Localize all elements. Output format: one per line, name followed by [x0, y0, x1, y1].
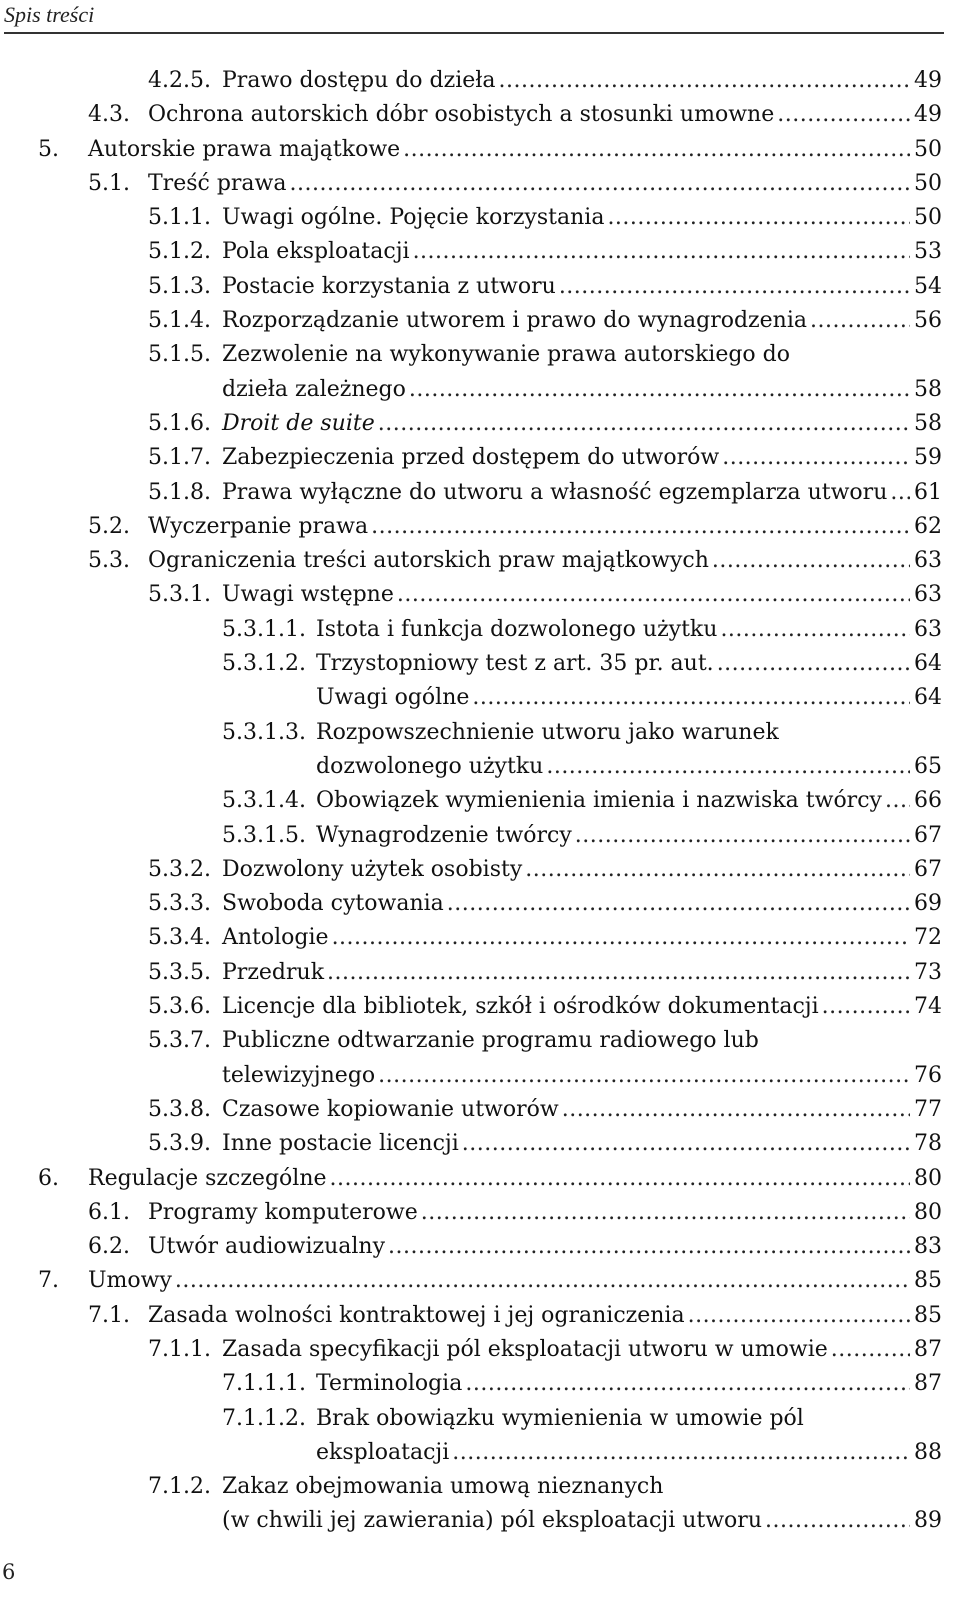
toc-entry-title: Wyczerpanie prawa [148, 513, 369, 539]
toc-entry[interactable] [0, 373, 960, 407]
toc-entry-title: Istota i funkcja dozwolonego użytku [316, 616, 718, 642]
toc-entry-number: 5.3.1.1. [222, 616, 306, 642]
toc-entry-title: Zezwolenie na wykonywanie prawa autorskiego do [222, 342, 790, 368]
toc-entry-line [316, 716, 942, 750]
toc-entry-page: 72 [914, 925, 942, 951]
toc-entry-page: 69 [914, 891, 942, 917]
toc-entry[interactable] [0, 1470, 960, 1504]
toc-entry[interactable] [0, 1230, 960, 1264]
toc-entry-line [222, 373, 942, 407]
header-rule [4, 32, 944, 34]
dot-leader [607, 201, 910, 235]
toc-entry-title: Rozpowszechnienie utworu jako warunek [316, 719, 779, 745]
toc-entry-number: 5.1.7. [148, 445, 211, 471]
toc-entry[interactable] [0, 1024, 960, 1058]
toc-entry-page: 49 [914, 102, 942, 128]
toc-entry-number: 5.3.1. [148, 582, 211, 608]
toc-entry-title: Antologie [222, 925, 329, 951]
toc-entry-line [222, 1024, 942, 1058]
toc-entry-page: 85 [914, 1268, 942, 1294]
toc-entry-number: 5.3.1.4. [222, 788, 306, 814]
table-of-contents [0, 64, 960, 1539]
dot-leader [688, 1299, 910, 1333]
dot-leader [388, 1230, 910, 1264]
toc-entry-title: Rozporządzanie utworem i prawo do wynagrodzenia [222, 308, 807, 334]
toc-entry[interactable] [0, 407, 960, 441]
toc-entry[interactable] [0, 1127, 960, 1161]
dot-leader [330, 1162, 910, 1196]
toc-entry-page: 61 [914, 479, 942, 505]
toc-entry-page: 49 [914, 68, 942, 93]
toc-entry-line [222, 407, 942, 441]
toc-entry-line [148, 544, 942, 578]
toc-entry-page: 80 [914, 1199, 942, 1225]
toc-entry-number: 5.3.4. [148, 925, 211, 951]
toc-entry-title: dzieła zależnego [222, 376, 406, 402]
dot-leader [525, 853, 910, 887]
toc-entry-line [148, 1299, 942, 1333]
toc-entry-number: 5.3.8. [148, 1096, 211, 1122]
toc-entry-number: 5.1.8. [148, 479, 211, 505]
dot-leader [722, 441, 910, 475]
toc-entry-line [316, 681, 942, 715]
toc-entry[interactable] [0, 544, 960, 578]
toc-entry-title: Ochrona autorskich dóbr osobistych a stosunki umowne [148, 102, 775, 128]
toc-entry-number: 4.3. [88, 102, 130, 128]
toc-entry-line [148, 98, 942, 132]
toc-entry-title: Umowy [88, 1268, 172, 1294]
toc-entry[interactable] [0, 853, 960, 887]
toc-entry-number: 5.3.9. [148, 1131, 211, 1157]
toc-entry-line [222, 64, 942, 98]
toc-entry-title: Ograniczenia treści autorskich praw majątkowych [148, 548, 709, 574]
toc-entry-title: Brak obowiązku wymienienia w umowie pól [316, 1405, 804, 1431]
toc-entry-page: 77 [914, 1096, 942, 1122]
toc-entry-title: (w chwili jej zawierania) pól eksploatacji utworu [222, 1508, 762, 1534]
toc-entry-page: 50 [914, 136, 942, 162]
toc-entry-title: Uwagi wstępne [222, 582, 394, 608]
toc-entry-title: Trzystopniowy test z art. 35 pr. aut. [316, 651, 714, 677]
toc-entry-number: 7.1.1.2. [222, 1405, 306, 1431]
toc-entry-title: Dozwolony użytek osobisty [222, 856, 523, 882]
toc-entry-line [148, 510, 942, 544]
toc-entry[interactable] [0, 133, 960, 167]
toc-entry-line [222, 853, 942, 887]
toc-entry-page: 64 [914, 651, 942, 677]
toc-entry-title: Swoboda cytowania [222, 891, 444, 917]
toc-entry[interactable] [0, 990, 960, 1024]
toc-entry-title: Autorskie prawa majątkowe [88, 136, 401, 162]
toc-entry-page: 89 [914, 1508, 942, 1534]
toc-entry-line [222, 990, 942, 1024]
toc-entry-page: 59 [914, 445, 942, 471]
toc-entry-line [148, 1230, 942, 1264]
toc-entry[interactable] [0, 750, 960, 784]
toc-entry-title: Inne postacie licencji [222, 1131, 459, 1157]
toc-entry-title: Uwagi ogólne [316, 685, 470, 711]
toc-entry-line [222, 1059, 942, 1093]
toc-entry[interactable] [0, 921, 960, 955]
toc-entry[interactable] [0, 1436, 960, 1470]
toc-entry-title: Postacie korzystania z utworu [222, 273, 556, 299]
toc-entry-number: 5.3.1.3. [222, 719, 306, 745]
toc-entry-line [222, 235, 942, 269]
dot-leader [562, 1093, 910, 1127]
toc-entry-title: Prawo dostępu do dzieła [222, 68, 496, 93]
toc-entry[interactable] [0, 510, 960, 544]
toc-entry-title: Terminologia [316, 1371, 463, 1397]
dot-leader [559, 270, 910, 304]
toc-entry-page: 73 [914, 959, 942, 985]
toc-entry[interactable] [0, 304, 960, 338]
toc-entry-page: 50 [914, 205, 942, 231]
running-header-title: Spis treści [4, 2, 95, 27]
toc-entry-page: 76 [914, 1062, 942, 1088]
dot-leader [499, 64, 910, 98]
toc-entry-title: Licencje dla bibliotek, szkół i ośrodków dokumentacji [222, 994, 819, 1020]
toc-entry-number: 5. [38, 136, 59, 162]
toc-entry-line [222, 887, 942, 921]
toc-entry-page: 63 [914, 548, 942, 574]
toc-entry-title: Uwagi ogólne. Pojęcie korzystania [222, 205, 605, 231]
dot-leader [831, 1333, 910, 1367]
toc-entry-title: Droit de suite [222, 410, 375, 436]
toc-entry-line [148, 1196, 942, 1230]
toc-entry-line [222, 921, 942, 955]
toc-entry-page: 62 [914, 513, 942, 539]
dot-leader [465, 1367, 910, 1401]
toc-entry-number: 5.1.4. [148, 308, 211, 334]
dot-leader [822, 990, 910, 1024]
dot-leader [765, 1504, 910, 1538]
toc-entry[interactable] [0, 578, 960, 612]
toc-entry[interactable] [0, 716, 960, 750]
toc-entry-page: 63 [914, 582, 942, 608]
toc-entry-line [88, 1264, 942, 1298]
toc-entry-line [316, 647, 942, 681]
dot-leader [397, 578, 910, 612]
toc-entry-line [148, 167, 942, 201]
toc-entry-line [222, 1333, 942, 1367]
toc-entry-page: 50 [914, 170, 942, 196]
toc-entry-number: 5.1.1. [148, 205, 211, 231]
toc-entry[interactable] [0, 1402, 960, 1436]
dot-leader [447, 887, 910, 921]
toc-entry-page: 58 [914, 376, 942, 402]
dot-leader [403, 133, 910, 167]
toc-entry-title: Prawa wyłączne do utworu a własność egzemplarza utworu [222, 479, 888, 505]
toc-entry[interactable] [0, 98, 960, 132]
toc-entry-title: Zabezpieczenia przed dostępem do utworów [222, 445, 720, 471]
toc-entry-number: 7.1.1. [148, 1336, 211, 1362]
toc-entry-line [316, 750, 942, 784]
toc-entry-title: Programy komputerowe [148, 1199, 418, 1225]
toc-entry[interactable] [0, 1333, 960, 1367]
dot-leader [289, 167, 910, 201]
toc-entry-title: Czasowe kopiowanie utworów [222, 1096, 559, 1122]
toc-entry[interactable] [0, 784, 960, 818]
toc-entry-number: 7.1. [88, 1302, 130, 1328]
toc-entry-line [222, 304, 942, 338]
toc-entry-line [222, 1127, 942, 1161]
toc-entry-page: 67 [914, 822, 942, 848]
toc-entry[interactable] [0, 441, 960, 475]
dot-leader [327, 956, 910, 990]
toc-entry-number: 5.1.6. [148, 410, 211, 436]
toc-entry-page: 74 [914, 994, 942, 1020]
toc-entry-line [316, 1402, 942, 1436]
toc-entry-number: 5.3.7. [148, 1028, 211, 1054]
toc-entry-page: 63 [914, 616, 942, 642]
toc-entry-page: 67 [914, 856, 942, 882]
toc-entry-number: 5.1.3. [148, 273, 211, 299]
toc-entry-page: 87 [914, 1336, 942, 1362]
toc-entry[interactable] [0, 64, 960, 98]
toc-entry-page: 66 [914, 788, 942, 814]
dot-leader [332, 921, 910, 955]
dot-leader [378, 1059, 910, 1093]
toc-entry-title: telewizyjnego [222, 1062, 376, 1088]
toc-entry-number: 5.3.1.5. [222, 822, 306, 848]
toc-entry[interactable] [0, 338, 960, 372]
toc-entry-page: 58 [914, 410, 942, 436]
toc-entry-number: 5.3.6. [148, 994, 211, 1020]
dot-leader [371, 510, 910, 544]
dot-leader [575, 819, 910, 853]
toc-entry-number: 4.2.5. [148, 68, 211, 93]
toc-entry-page: 78 [914, 1131, 942, 1157]
toc-entry-line [222, 476, 942, 510]
toc-entry[interactable] [0, 613, 960, 647]
toc-entry-title: Pola eksploatacji [222, 239, 410, 265]
toc-entry-title: Treść prawa [148, 170, 287, 196]
toc-entry-title: eksploatacji [316, 1439, 450, 1465]
toc-entry-line [222, 956, 942, 990]
toc-entry-title: dozwolonego użytku [316, 753, 544, 779]
toc-entry-line [222, 1504, 942, 1538]
toc-entry-number: 5.1. [88, 170, 130, 196]
toc-entry-line [316, 1436, 942, 1470]
toc-entry-number: 5.3.5. [148, 959, 211, 985]
toc-entry-page: 53 [914, 239, 942, 265]
toc-entry-number: 6. [38, 1165, 59, 1191]
dot-leader [885, 784, 910, 818]
toc-entry-number: 5.3.1.2. [222, 651, 306, 677]
toc-entry-title: Zakaz obejmowania umową nieznanych [222, 1474, 664, 1500]
toc-entry[interactable] [0, 167, 960, 201]
toc-entry-title: Publiczne odtwarzanie programu radiowego lub [222, 1028, 759, 1054]
dot-leader [712, 544, 910, 578]
toc-entry[interactable] [0, 270, 960, 304]
toc-entry-number: 5.3. [88, 548, 130, 574]
dot-leader [175, 1264, 910, 1298]
toc-entry-title: Obowiązek wymienienia imienia i nazwiska twórcy [316, 788, 882, 814]
toc-entry-number: 5.3.3. [148, 891, 211, 917]
dot-leader [810, 304, 910, 338]
toc-entry-title: Zasada wolności kontraktowej i jej ograniczenia [148, 1302, 685, 1328]
toc-entry[interactable] [0, 1162, 960, 1196]
toc-entry-line [222, 270, 942, 304]
toc-entry[interactable] [0, 1367, 960, 1401]
dot-leader [409, 373, 910, 407]
toc-entry[interactable] [0, 1059, 960, 1093]
toc-entry[interactable] [0, 681, 960, 715]
toc-entry-line [316, 819, 942, 853]
dot-leader [413, 235, 910, 269]
dot-leader [378, 407, 910, 441]
toc-entry-line [222, 441, 942, 475]
dot-leader [777, 98, 910, 132]
toc-entry-line [222, 201, 942, 235]
toc-entry-page: 80 [914, 1165, 942, 1191]
toc-entry-title: Wynagrodzenie twórcy [316, 822, 572, 848]
toc-entry[interactable] [0, 1196, 960, 1230]
toc-entry[interactable] [0, 235, 960, 269]
toc-entry-line [316, 1367, 942, 1401]
toc-entry-line [222, 1470, 942, 1504]
toc-entry[interactable] [0, 1504, 960, 1538]
toc-entry-page: 83 [914, 1234, 942, 1260]
toc-entry-number: 5.3.2. [148, 856, 211, 882]
toc-entry-title: Regulacje szczególne [88, 1165, 327, 1191]
dot-leader [462, 1127, 910, 1161]
toc-entry-line [222, 1093, 942, 1127]
toc-entry-line [316, 784, 942, 818]
toc-entry-page: 88 [914, 1439, 942, 1465]
toc-entry[interactable] [0, 1299, 960, 1333]
toc-entry-number: 6.1. [88, 1199, 130, 1225]
toc-entry-number: 5.1.5. [148, 342, 211, 368]
toc-entry[interactable] [0, 1093, 960, 1127]
toc-entry[interactable] [0, 819, 960, 853]
toc-entry-page: 64 [914, 685, 942, 711]
dot-leader [472, 681, 910, 715]
toc-entry[interactable] [0, 956, 960, 990]
toc-entry-line [222, 338, 942, 372]
dot-leader [421, 1196, 910, 1230]
toc-entry[interactable] [0, 1264, 960, 1298]
toc-entry-page: 85 [914, 1302, 942, 1328]
page-number: 6 [2, 1560, 16, 1584]
dot-leader [717, 647, 910, 681]
toc-entry-line [316, 613, 942, 647]
toc-entry-number: 7.1.1.1. [222, 1371, 306, 1397]
dot-leader [452, 1436, 910, 1470]
dot-leader [890, 476, 910, 510]
toc-entry-page: 54 [914, 273, 942, 299]
toc-entry[interactable] [0, 887, 960, 921]
toc-entry-page: 65 [914, 753, 942, 779]
toc-entry-page: 56 [914, 308, 942, 334]
toc-entry-line [88, 1162, 942, 1196]
dot-leader [546, 750, 910, 784]
toc-entry-line [222, 578, 942, 612]
toc-entry[interactable] [0, 647, 960, 681]
toc-entry-title: Przedruk [222, 959, 325, 985]
toc-entry-number: 5.2. [88, 513, 130, 539]
toc-entry-title: Zasada specyfikacji pól eksploatacji utworu w umowie [222, 1336, 828, 1362]
toc-entry[interactable] [0, 201, 960, 235]
toc-entry-number: 6.2. [88, 1234, 130, 1260]
toc-entry-number: 7.1.2. [148, 1474, 211, 1500]
toc-entry-line [88, 133, 942, 167]
toc-entry-page: 87 [914, 1371, 942, 1397]
toc-entry-number: 7. [38, 1268, 59, 1294]
toc-entry[interactable] [0, 476, 960, 510]
toc-entry-title: Utwór audiowizualny [148, 1234, 385, 1260]
toc-entry-number: 5.1.2. [148, 239, 211, 265]
dot-leader [720, 613, 910, 647]
